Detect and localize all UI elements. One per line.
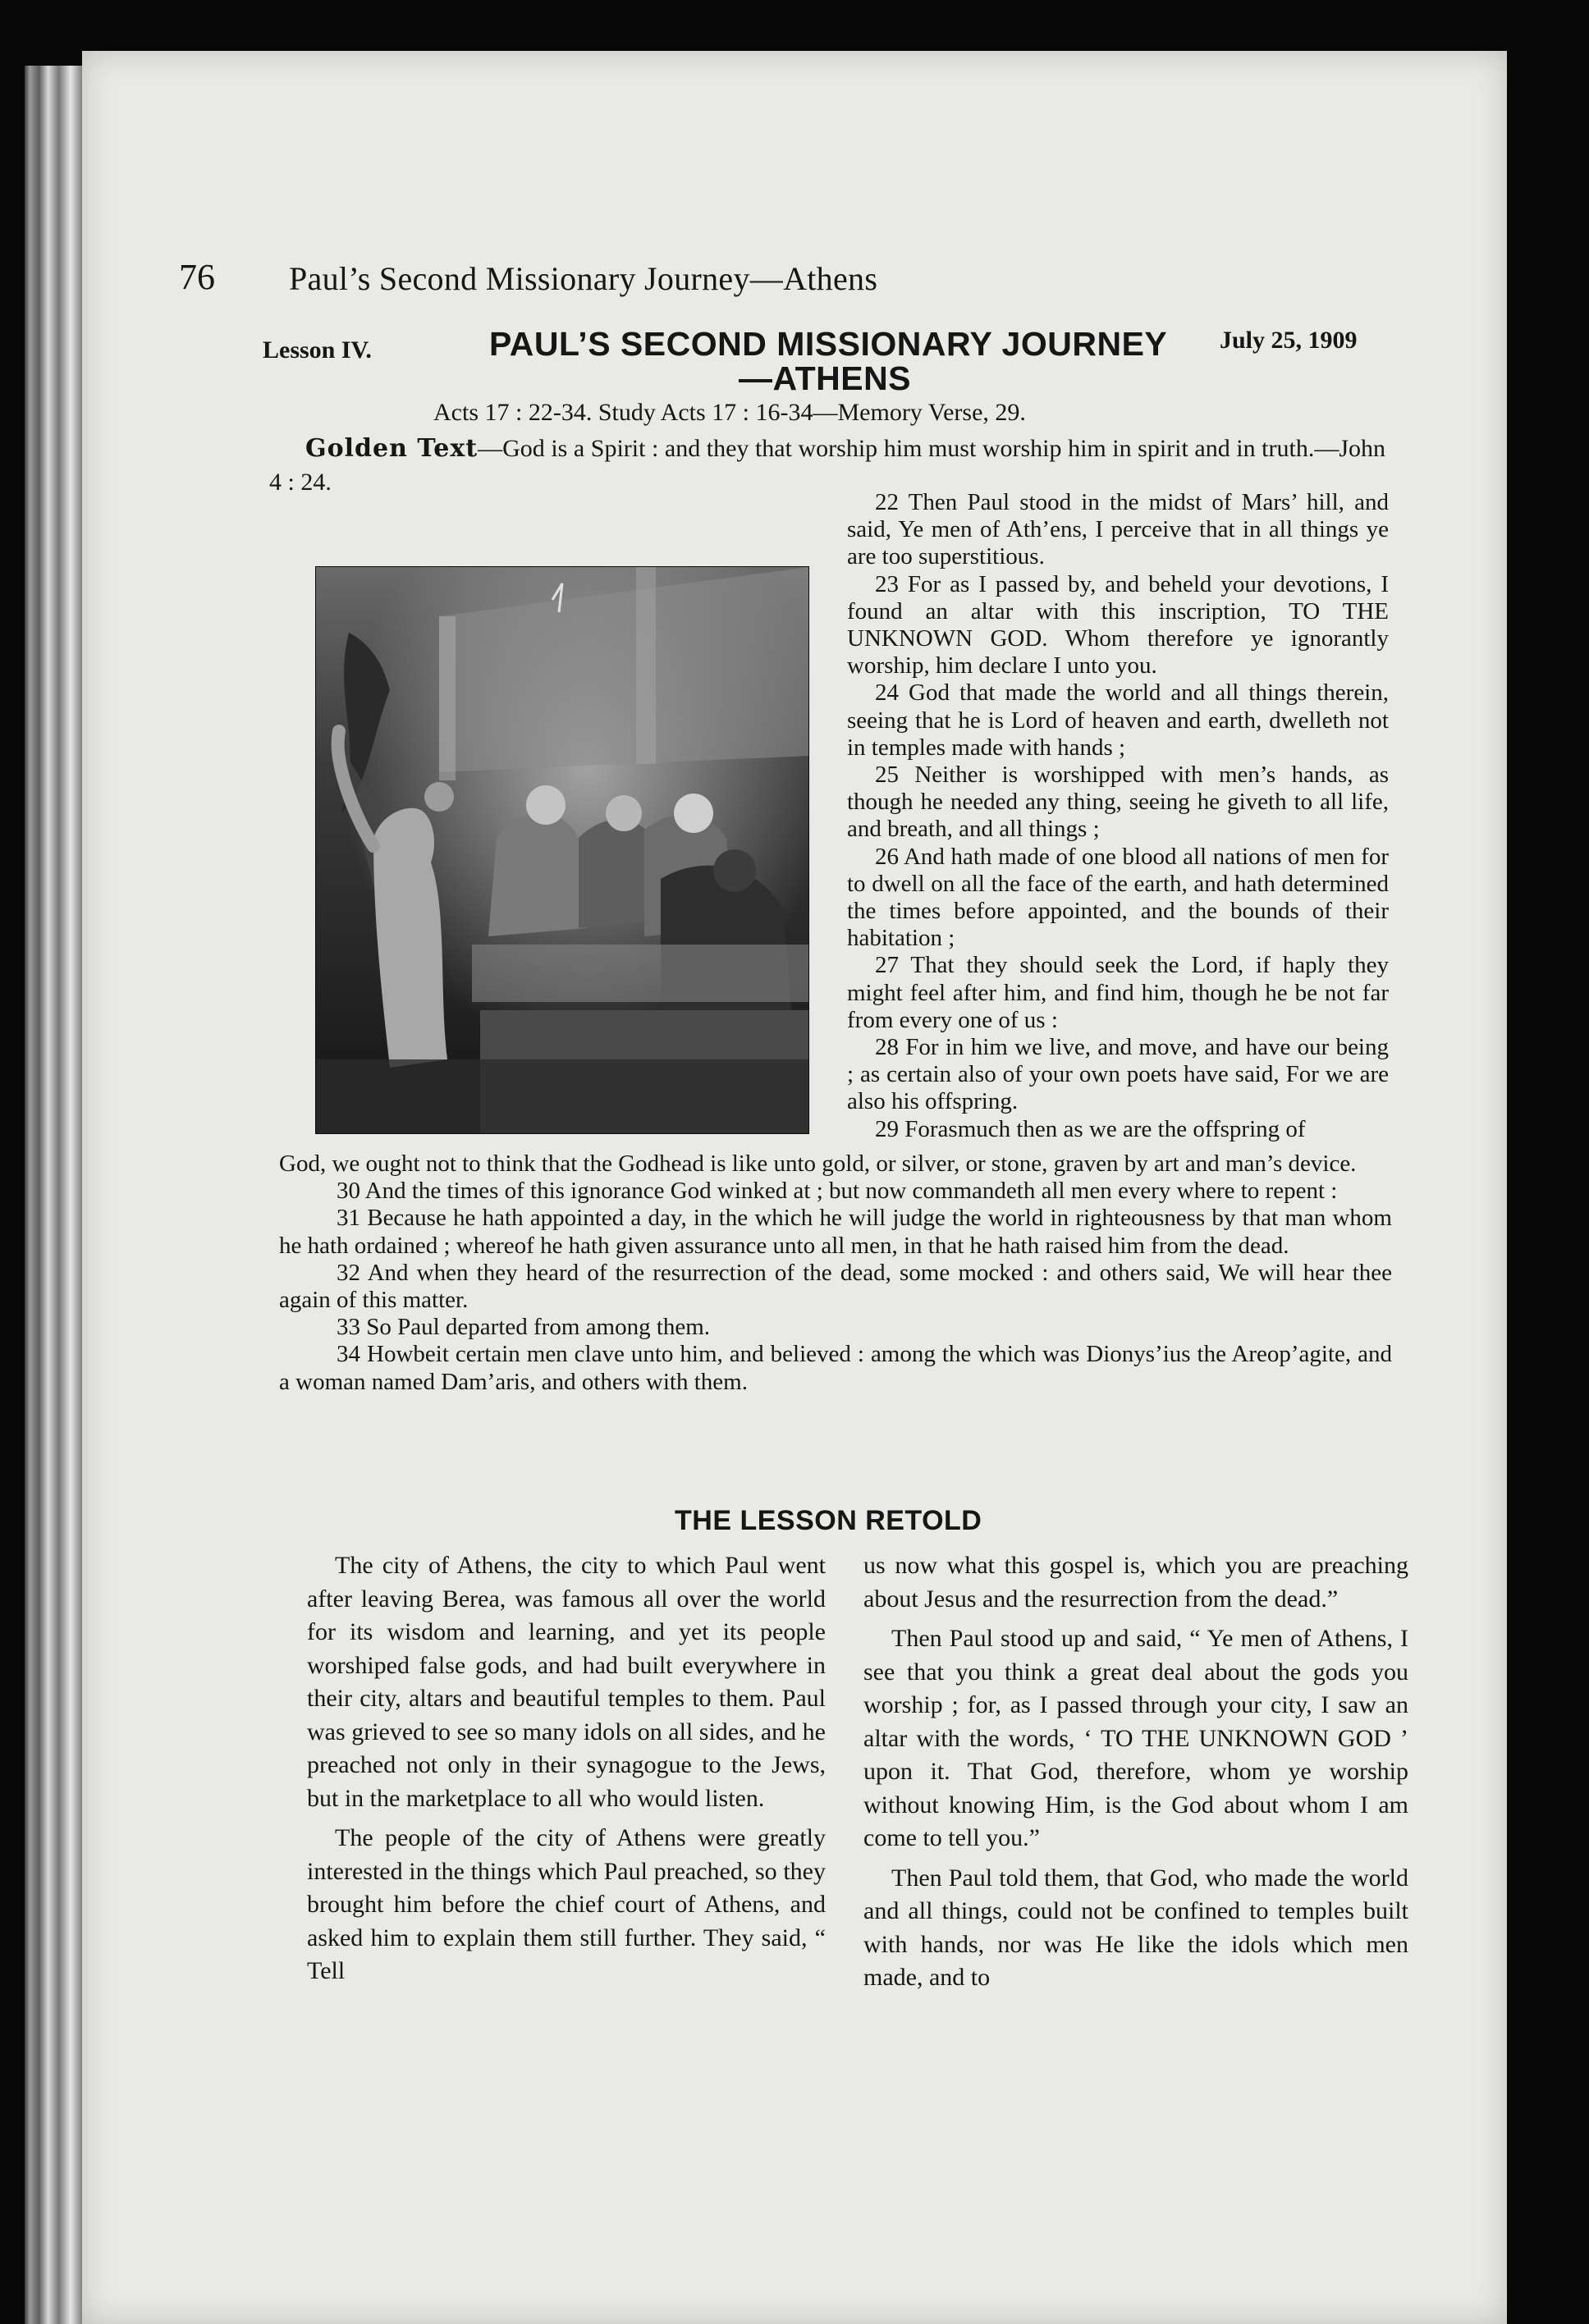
dark-figure-head-shape	[713, 849, 756, 892]
foreground-shape	[316, 1059, 808, 1133]
column-shape	[439, 616, 456, 780]
lesson-date: July 25, 1909	[1220, 327, 1358, 354]
paul-head-shape	[424, 782, 454, 812]
verse: 31 Because he hath appointed a day, in the which he will judge the world in righteousness by that man whom he hath ordained ; whereof he hath given assurance unto all men, in that he hath raised him from the dead.	[279, 1205, 1392, 1259]
verse: 28 For in him we live, and move, and have our being ; as certain also of your own poets have said, For we are also his offspring.	[847, 1034, 1389, 1115]
lesson-title-line-1: PAUL’S SECOND MISSIONARY JOURNEY	[489, 325, 1168, 363]
retold-paragraph: The people of the city of Athens were greatly interested in the things which Paul preached, so they brought him before the chief court of Athens, and asked him to explain them still further. They said, “ Tell	[307, 1824, 826, 1984]
verse: 22 Then Paul stood in the midst of Mars’ hill, and said, Ye men of Ath’ens, I perceive that in all things ye are too superstitious.	[847, 489, 1389, 570]
verse: 24 God that made the world and all things therein, seeing that he is Lord of heaven and earth, dwelleth not in temples made with hands ;	[847, 679, 1389, 761]
verse: 32 And when they heard of the resurrection of the dead, some mocked : and others said, We will hear thee again of this matter.	[279, 1259, 1392, 1314]
verse: God, we ought not to think that the Godhead is like unto gold, or silver, or stone, graven by art and man’s device.	[279, 1151, 1357, 1177]
lesson-title-line-2: —ATHENS	[739, 359, 912, 397]
golden-text-label: Golden Text	[305, 434, 479, 463]
lesson-retold-heading: THE LESSON RETOLD	[675, 1505, 982, 1536]
elder-head-shape-3	[674, 794, 713, 833]
scripture-verses-full-width	[279, 1151, 1392, 1396]
verse: 25 Neither is worshipped with men’s hands, as though he needed any thing, seeing he giveth to all life, and breath, and all things ;	[847, 762, 1389, 843]
elder-figure-shape	[488, 813, 587, 936]
column-shape-2	[636, 567, 656, 764]
verse: 23 For as I passed by, and beheld your devotions, I found an altar with this inscription, TO THE UNKNOWN GOD. Whom therefore ye ignorantly worship, him declare I unto you.	[847, 570, 1389, 679]
golden-text-body: —God is a Spirit : and they that worship him must worship him in spirit and in truth.—John 4 : 24.	[269, 435, 1386, 496]
bench-shape	[472, 945, 808, 1002]
retold-paragraph: The city of Athens, the city to which Paul went after leaving Berea, was famous all over the world for its wisdom and learning, and yet its people worshiped false gods, and had built everywhere in their city, altars and beautiful temples to them. Paul was grieved to see so many idols on all sides, and he preached not only in their synagogue to the Jews, but in the marketplace to all who would listen.	[307, 1552, 826, 1812]
page-number: 76	[179, 257, 215, 297]
engraving-image	[316, 567, 808, 1133]
verse: 26 And hath made of one blood all nations of men for to dwell on all the face of the earth, and hath determined the times before appointed, and the bounds of their habitation ;	[847, 843, 1389, 952]
book-binding-edge	[25, 66, 90, 2324]
retold-right-column	[863, 1549, 1408, 1995]
scripture-verses-right-column	[847, 489, 1389, 1143]
lesson-label: Lesson IV.	[263, 336, 372, 364]
verse: 27 That they should seek the Lord, if haply they might feel after him, and find him, though he be not far from every one of us :	[847, 952, 1389, 1033]
elder-head-shape-2	[606, 795, 642, 831]
retold-paragraph: Then Paul told them, that God, who made the world and all things, could not be confined to temples built with hands, nor was He like the idols which men made, and to	[863, 1864, 1408, 1991]
retold-left-column	[307, 1549, 826, 1988]
scripture-reference: Acts 17 : 22-34. Study Acts 17 : 16-34—Memory Verse, 29.	[433, 399, 1026, 426]
elder-head-shape	[526, 785, 566, 825]
running-head: Paul’s Second Missionary Journey—Athens	[289, 260, 878, 297]
verse: 30 And the times of this ignorance God winked at ; but now commandeth all men every where to repent :	[337, 1178, 1338, 1205]
verse: 34 Howbeit certain men clave unto him, and believed : among the which was Dionys’ius the Areop’agite, and a woman named Dam’aris, and others with them.	[279, 1341, 1392, 1395]
verse: 33 So Paul departed from among them.	[337, 1314, 711, 1341]
retold-paragraph: Then Paul stood up and said, “ Ye men of Athens, I see that you think a great deal about the gods you worship ; for, as I passed through your city, I saw an altar with the words, ‘ TO THE UNKNOWN GOD ’ upon it. That God, therefore, whom ye worship without knowing Him, is the God about whom I am come to tell you.”	[863, 1625, 1408, 1851]
retold-continuation-paragraph: us now what this gospel is, which you are preaching about Jesus and the resurrection from the dead.”	[863, 1552, 1408, 1613]
verse: 29 Forasmuch then as we are the offspring of	[875, 1115, 1306, 1142]
illustration-paul-at-areopagus	[315, 566, 809, 1134]
